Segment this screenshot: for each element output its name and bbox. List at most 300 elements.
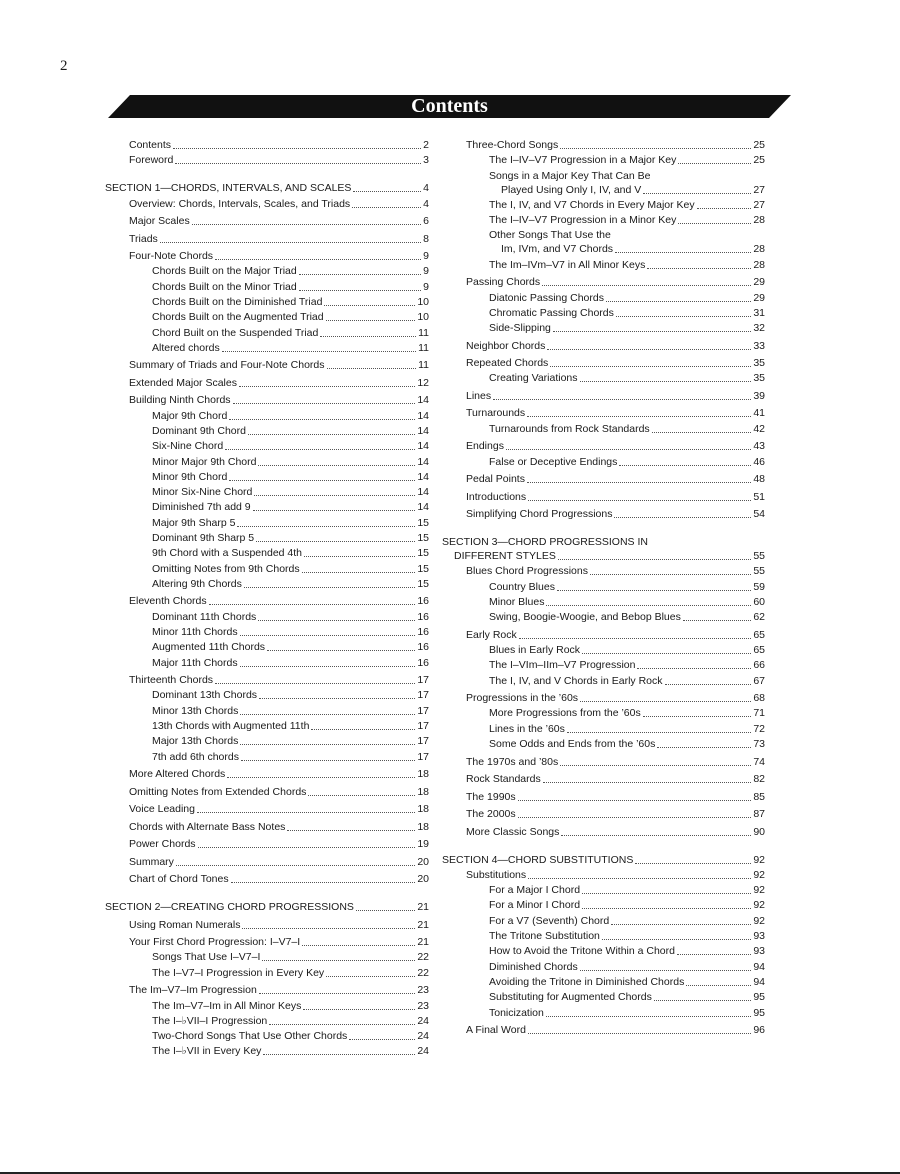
toc-entry-title: Minor Major 9th Chord [152, 455, 257, 468]
toc-entry[interactable] [105, 455, 429, 469]
dot-leader [546, 605, 751, 606]
toc-page-number: 31 [753, 306, 765, 319]
toc-entry[interactable] [442, 706, 765, 720]
toc-page-number: 4 [423, 182, 429, 195]
dot-leader [326, 320, 416, 321]
dot-leader [198, 847, 416, 848]
toc-section-heading[interactable] [442, 535, 765, 563]
toc-entry[interactable] [442, 790, 765, 804]
toc-entry[interactable] [442, 213, 765, 227]
toc-page-number: 29 [753, 291, 765, 304]
toc-entry[interactable] [442, 691, 765, 705]
toc-entry[interactable] [442, 658, 765, 672]
dot-leader [320, 336, 416, 337]
dot-leader [209, 604, 416, 605]
toc-entry[interactable] [105, 485, 429, 499]
toc-entry[interactable] [105, 546, 429, 560]
toc-entry-title: Diatonic Passing Chords [489, 291, 604, 304]
dot-leader [547, 349, 751, 350]
dot-leader [527, 416, 751, 417]
toc-entry[interactable] [442, 371, 765, 385]
toc-entry[interactable] [105, 470, 429, 484]
toc-entry-title: For a Major I Chord [489, 884, 581, 897]
toc-page-number: 96 [753, 1024, 765, 1036]
toc-page-number: 66 [753, 659, 765, 672]
toc-page-number: 55 [753, 550, 765, 563]
dot-leader [160, 242, 421, 243]
toc-entry-title: Side-Slipping [489, 322, 551, 335]
toc-page-number: 18 [417, 768, 429, 781]
dot-leader [240, 635, 416, 636]
dot-leader [558, 559, 751, 560]
toc-entry-title: The Im–V7–Im Progression [129, 984, 257, 997]
dot-leader [654, 1000, 751, 1001]
toc-entry[interactable] [105, 577, 429, 591]
toc-entry[interactable] [442, 674, 765, 688]
toc-entry[interactable] [442, 439, 765, 453]
toc-entry[interactable] [105, 439, 429, 453]
toc-entry[interactable] [442, 291, 765, 305]
toc-page-number: 9 [423, 250, 429, 263]
toc-entry[interactable] [105, 232, 429, 246]
toc-entry-title: Blues in Early Rock [489, 644, 581, 657]
contents-banner [108, 95, 791, 118]
toc-entry[interactable] [442, 610, 765, 624]
toc-page-number: 48 [753, 473, 765, 486]
toc-page-number: 25 [753, 139, 765, 151]
toc-page-number: 94 [753, 960, 765, 973]
toc-entry[interactable] [105, 656, 429, 670]
dot-leader [527, 482, 751, 483]
toc-page-number: 27 [753, 183, 765, 196]
toc-entry[interactable] [105, 1014, 429, 1028]
toc-page-number: 85 [753, 790, 765, 803]
dot-leader [240, 744, 415, 745]
toc-entry-title: Endings [466, 440, 504, 453]
toc-entry-title: Major 11th Chords [152, 656, 238, 669]
toc-entry[interactable] [105, 610, 429, 624]
toc-entry-title: Your First Chord Progression: I–V7–I [129, 936, 301, 949]
toc-entry-title: 9th Chord with a Suspended 4th [152, 547, 303, 560]
toc-entry[interactable] [442, 643, 765, 657]
toc-entry[interactable] [442, 389, 765, 403]
toc-page-number: 18 [417, 820, 429, 833]
dot-leader [269, 1024, 415, 1025]
dot-leader [302, 572, 416, 573]
toc-page-number: 15 [417, 562, 429, 575]
dot-leader [244, 587, 415, 588]
dot-leader [528, 878, 751, 879]
dot-leader [528, 500, 751, 501]
toc-entry[interactable] [442, 321, 765, 335]
toc-entry[interactable] [442, 153, 765, 167]
toc-entry-title: SECTION 2—CREATING CHORD PROGRESSIONS [105, 901, 354, 914]
toc-page-number: 27 [753, 198, 765, 211]
toc-entry[interactable] [105, 1044, 429, 1058]
toc-entry[interactable] [442, 406, 765, 420]
dot-leader [225, 449, 415, 450]
dot-leader [519, 638, 752, 639]
toc-entry-title: Omitting Notes from 9th Chords [152, 562, 300, 575]
toc-page-number: 12 [417, 376, 429, 389]
toc-entry[interactable] [105, 704, 429, 718]
toc-entry[interactable] [105, 820, 429, 834]
toc-entry[interactable] [442, 258, 765, 272]
toc-entry[interactable] [105, 424, 429, 438]
toc-entry[interactable] [442, 990, 765, 1004]
toc-page-number: 92 [753, 884, 765, 897]
toc-entry[interactable] [105, 966, 429, 980]
toc-entry[interactable] [442, 198, 765, 212]
toc-entry[interactable] [442, 339, 765, 353]
toc-page-number: 20 [417, 855, 429, 868]
toc-page-number: 20 [417, 873, 429, 886]
toc-section-heading[interactable] [442, 853, 765, 867]
dot-leader [233, 403, 416, 404]
toc-page-number: 29 [753, 276, 765, 289]
toc-entry-title: Dominant 9th Sharp 5 [152, 532, 255, 545]
toc-entry-title: Three-Chord Songs [466, 139, 559, 151]
toc-entry[interactable] [105, 855, 429, 869]
toc-entry[interactable] [442, 807, 765, 821]
toc-entry[interactable] [105, 341, 429, 355]
dot-leader [263, 1054, 415, 1055]
dot-leader [259, 698, 415, 699]
toc-entry[interactable] [442, 868, 765, 882]
toc-entry-title: Dominant 11th Chords [152, 610, 257, 623]
toc-page-number: 92 [753, 899, 765, 912]
toc-page-number: 90 [753, 825, 765, 838]
toc-page-number: 6 [423, 215, 429, 228]
toc-entry[interactable] [105, 562, 429, 576]
toc-entry[interactable] [442, 737, 765, 751]
toc-entry-title: Chords with Alternate Bass Notes [129, 820, 286, 833]
toc-entry[interactable] [105, 750, 429, 764]
toc-entry[interactable] [105, 249, 429, 263]
toc-entry-title: Chord Built on the Suspended Triad [152, 326, 319, 339]
toc-entry[interactable] [105, 358, 429, 372]
toc-page-number: 39 [753, 389, 765, 402]
toc-page-number: 35 [753, 372, 765, 385]
toc-page-number: 14 [417, 470, 429, 483]
toc-entry-title-cont: Im, IVm, and V7 Chords [501, 243, 614, 256]
toc-entry[interactable] [442, 722, 765, 736]
toc-entry-title: More Altered Chords [129, 768, 226, 781]
toc-entry[interactable] [442, 275, 765, 289]
toc-entry-title: Using Roman Numerals [129, 918, 241, 931]
toc-entry-title: For a Minor I Chord [489, 899, 581, 912]
toc-entry-title: Contents [129, 139, 172, 151]
dot-leader [557, 590, 751, 591]
toc-entry-title: Passing Chords [466, 276, 541, 289]
toc-entry[interactable] [105, 734, 429, 748]
toc-entry[interactable] [105, 625, 429, 639]
toc-entry[interactable] [442, 975, 765, 989]
toc-entry-title: Simplifying Chord Progressions [466, 508, 613, 521]
dot-leader [657, 747, 751, 748]
toc-page-number: 72 [753, 722, 765, 735]
dot-leader [602, 939, 751, 940]
dot-leader [258, 620, 415, 621]
toc-page-number: 59 [753, 580, 765, 593]
toc-entry[interactable] [442, 825, 765, 839]
toc-entry[interactable] [105, 767, 429, 781]
toc-page-number: 92 [753, 853, 765, 866]
dot-leader [222, 351, 416, 352]
dot-leader [327, 368, 417, 369]
toc-entry-title: The 1990s [466, 790, 516, 803]
toc-entry[interactable] [105, 950, 429, 964]
toc-page-number: 24 [417, 1014, 429, 1027]
toc-entry[interactable] [105, 719, 429, 733]
toc-page-number: 14 [417, 394, 429, 407]
toc-entry[interactable] [105, 1029, 429, 1043]
dot-leader [304, 556, 415, 557]
toc-entry-title: How to Avoid the Tritone Within a Chord [489, 945, 675, 958]
toc-entry-title: Turnarounds [466, 407, 526, 420]
toc-entry[interactable] [442, 138, 765, 152]
toc-entry-title: Some Odds and Ends from the ’60s [489, 738, 656, 751]
dot-leader [287, 830, 415, 831]
toc-page-number: 11 [418, 326, 429, 339]
toc-entry[interactable] [442, 914, 765, 928]
toc-entry[interactable] [442, 595, 765, 609]
toc-entry[interactable] [442, 564, 765, 578]
toc-page-number: 15 [417, 532, 429, 545]
toc-entry[interactable] [105, 935, 429, 949]
toc-entry[interactable] [105, 802, 429, 816]
toc-entry[interactable] [105, 393, 429, 407]
toc-page-number: 65 [753, 644, 765, 657]
toc-page-number: 23 [417, 984, 429, 997]
dot-leader [652, 432, 752, 433]
dot-leader [239, 386, 415, 387]
dot-leader [528, 1033, 751, 1034]
toc-entry[interactable] [105, 688, 429, 702]
dot-leader [543, 782, 752, 783]
toc-entry[interactable] [105, 214, 429, 228]
toc-entry[interactable] [442, 1006, 765, 1020]
toc-entry-title: SECTION 4—CHORD SUBSTITUTIONS [442, 853, 634, 866]
toc-entry[interactable] [105, 138, 429, 152]
toc-page-number: 11 [418, 359, 429, 372]
toc-entry[interactable] [105, 837, 429, 851]
toc-page-number: 95 [753, 991, 765, 1004]
toc-entry-title: Major 9th Sharp 5 [152, 516, 236, 529]
toc-entry[interactable] [442, 960, 765, 974]
toc-entry[interactable] [105, 326, 429, 340]
toc-entry[interactable] [442, 883, 765, 897]
toc-entry-title: 13th Chords with Augmented 11th [152, 720, 310, 733]
toc-page-number: 14 [417, 486, 429, 499]
toc-entry[interactable] [105, 918, 429, 932]
dot-leader [611, 924, 751, 925]
dot-leader [175, 163, 421, 164]
toc-section-heading[interactable] [105, 900, 429, 914]
toc-entry-title: Lines in the ’60s [489, 722, 565, 735]
toc-entry[interactable] [442, 580, 765, 594]
toc-page-number: 54 [753, 508, 765, 521]
toc-entry[interactable] [105, 295, 429, 309]
toc-entry-title: Chords Built on the Augmented Triad [152, 311, 324, 324]
toc-entry-title: Dominant 9th Chord [152, 424, 246, 437]
toc-entry[interactable] [105, 594, 429, 608]
dot-leader [518, 817, 752, 818]
toc-entry-title: 7th add 6th chords [152, 750, 239, 763]
toc-entry[interactable] [105, 264, 429, 278]
toc-entry[interactable] [442, 490, 765, 504]
toc-entry-title: Thirteenth Chords [129, 674, 214, 687]
toc-entry[interactable] [442, 755, 765, 769]
toc-entry-title: The I–IV–V7 Progression in a Major Key [489, 154, 677, 167]
toc-page-number: 21 [417, 901, 429, 914]
toc-entry[interactable] [105, 500, 429, 514]
toc-entry[interactable] [442, 472, 765, 486]
dot-leader [580, 381, 752, 382]
toc-entry[interactable] [105, 280, 429, 294]
dot-leader [637, 668, 751, 669]
dot-leader [678, 223, 751, 224]
toc-entry[interactable] [442, 929, 765, 943]
toc-page-number: 17 [417, 750, 429, 763]
dot-leader [231, 882, 416, 883]
dot-leader [267, 650, 415, 651]
toc-entry-title: Songs That Use I–V7–I [152, 951, 261, 964]
toc-entry[interactable] [105, 872, 429, 886]
toc-entry-title: Triads [129, 232, 158, 245]
toc-entry[interactable] [442, 944, 765, 958]
dot-leader [506, 449, 751, 450]
dot-leader [560, 765, 751, 766]
toc-entry[interactable] [442, 1023, 765, 1037]
toc-entry-title: Minor Six-Nine Chord [152, 486, 253, 499]
toc-entry[interactable] [105, 376, 429, 390]
toc-entry[interactable] [442, 772, 765, 786]
toc-entry-title: The Im–IVm–V7 in All Minor Keys [489, 258, 646, 271]
toc-entry-title: Voice Leading [129, 803, 195, 816]
toc-page-number: 17 [417, 674, 429, 687]
toc-entry-title: Four-Note Chords [129, 250, 214, 263]
toc-entry[interactable] [442, 898, 765, 912]
dot-leader [619, 465, 751, 466]
toc-page-number: 3 [423, 154, 429, 167]
dot-leader [241, 760, 415, 761]
toc-entry-title: Turnarounds from Rock Standards [489, 422, 650, 435]
toc-entry[interactable] [105, 673, 429, 687]
dot-leader [553, 331, 751, 332]
toc-page-number: 87 [753, 808, 765, 821]
toc-left-column [105, 138, 429, 1060]
toc-entry[interactable] [442, 228, 765, 256]
toc-entry[interactable] [105, 785, 429, 799]
toc-entry-continuation [489, 183, 765, 197]
toc-page-number: 15 [417, 547, 429, 560]
toc-entry[interactable] [105, 153, 429, 167]
dot-leader [560, 148, 751, 149]
toc-entry[interactable] [442, 628, 765, 642]
toc-entry[interactable] [442, 306, 765, 320]
toc-page-number: 16 [417, 610, 429, 623]
toc-entry[interactable] [105, 531, 429, 545]
toc-entry-title: Minor 13th Chords [152, 704, 239, 717]
dot-leader [582, 653, 751, 654]
toc-page-number: 18 [417, 803, 429, 816]
toc-page-number: 65 [753, 628, 765, 641]
toc-entry-title: Chords Built on the Diminished Triad [152, 295, 323, 308]
toc-entry-title: The I–VIm–IIm–V7 Progression [489, 659, 636, 672]
toc-entry[interactable] [105, 310, 429, 324]
toc-entry-title: Country Blues [489, 580, 555, 593]
toc-entry-title: Omitting Notes from Extended Chords [129, 785, 307, 798]
toc-entry-title: Introductions [466, 490, 527, 503]
toc-page-number: 73 [753, 738, 765, 751]
dot-leader [567, 732, 751, 733]
toc-page-number: 10 [417, 295, 429, 308]
toc-entry-title: Minor Blues [489, 595, 545, 608]
dot-leader [493, 399, 751, 400]
toc-entry[interactable] [105, 999, 429, 1013]
toc-entry[interactable] [442, 169, 765, 197]
toc-entry[interactable] [105, 516, 429, 530]
toc-entry[interactable] [105, 409, 429, 423]
toc-entry[interactable] [105, 983, 429, 997]
dot-leader [240, 666, 416, 667]
dot-leader [258, 465, 415, 466]
toc-entry-title: Six-Nine Chord [152, 440, 224, 453]
toc-entry-title: Blues Chord Progressions [466, 565, 588, 578]
dot-leader [308, 795, 415, 796]
toc-entry[interactable] [442, 356, 765, 370]
toc-page-number: 55 [753, 565, 765, 578]
page-title: Contents [411, 95, 488, 117]
toc-entry-title: Power Chords [129, 838, 196, 851]
toc-entry[interactable] [442, 507, 765, 521]
toc-entry-title: Minor 11th Chords [152, 626, 238, 639]
toc-entry-title: Overview: Chords, Intervals, Scales, and Triads [129, 197, 351, 210]
toc-page-number: 42 [753, 422, 765, 435]
toc-entry[interactable] [105, 640, 429, 654]
toc-entry-title-cont: DIFFERENT STYLES [454, 550, 556, 563]
toc-page-number: 11 [418, 341, 429, 354]
toc-page-number: 17 [417, 689, 429, 702]
toc-page-number: 95 [753, 1006, 765, 1019]
dot-leader [580, 970, 752, 971]
dot-leader [647, 268, 751, 269]
toc-page-number: 16 [417, 626, 429, 639]
toc-entry-title: For a V7 (Seventh) Chord [489, 914, 610, 927]
toc-entry-title: Altering 9th Chords [152, 577, 242, 590]
dot-leader [262, 960, 415, 961]
dot-leader [546, 1016, 751, 1017]
dot-leader [215, 259, 421, 260]
dot-leader [311, 729, 415, 730]
toc-entry-title: Substituting for Augmented Chords [489, 991, 652, 1004]
dot-leader [614, 517, 751, 518]
toc-entry[interactable] [442, 455, 765, 469]
toc-page-number: 35 [753, 357, 765, 370]
toc-entry-title: The I–♭VII–I Progression [152, 1014, 268, 1027]
toc-entry[interactable] [105, 197, 429, 211]
toc-entry-title: Chromatic Passing Chords [489, 306, 614, 319]
dot-leader [237, 526, 415, 527]
dot-leader [580, 701, 751, 702]
toc-entry-title: Progressions in the ’60s [466, 692, 579, 705]
dot-leader [240, 714, 415, 715]
toc-entry-title: Chart of Chord Tones [129, 873, 229, 886]
toc-entry[interactable] [442, 422, 765, 436]
toc-section-heading[interactable] [105, 181, 429, 195]
toc-page-number: 82 [753, 773, 765, 786]
